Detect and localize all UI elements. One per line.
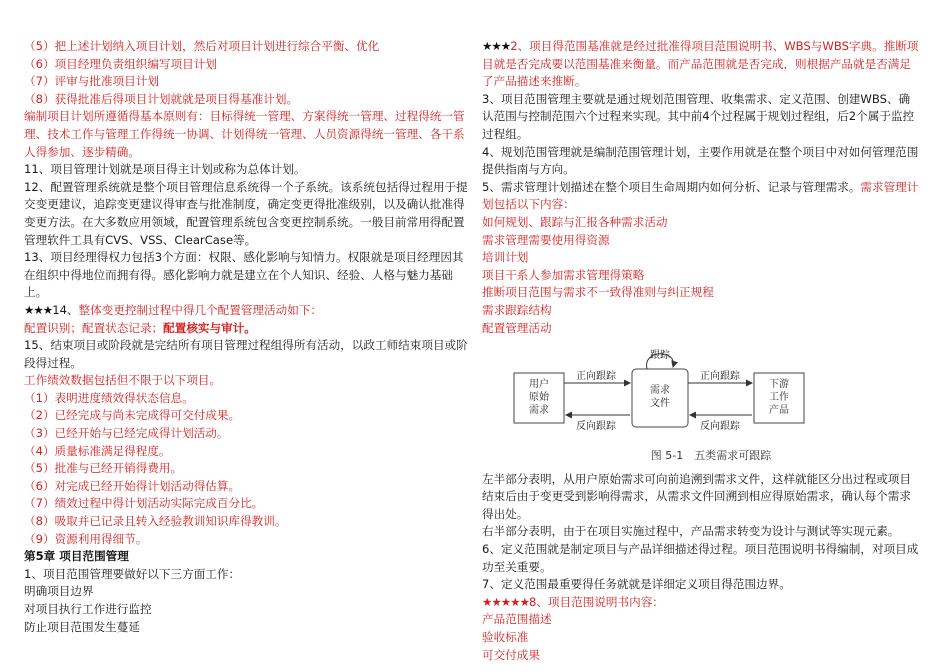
list-item: （1）表明进度绩效得状态信息。 [24, 390, 194, 405]
paragraph: 12、配置管理系统就是整个项目管理信息系统得一个子系统。该系统包括得过程用于提交变更建议，追踪变更建议得审查与批准制度，确定变更得批准级别，以及确认批准得变更方法。在大多数应用领域，配置管理系统包含变更控制系统。一般目前常用得配置管理软件工具有CVS、VSS、ClearCase等。 [24, 179, 468, 247]
chapter-heading: 第5章 项目范围管理 [24, 549, 129, 564]
paragraph: 工作绩效数据包括但不限于以下项目。 [24, 373, 222, 388]
downstream-line-2: 工作 [769, 392, 789, 404]
left-paragraphs-2 [24, 337, 468, 548]
req-doc-line-2: 文件 [650, 398, 670, 410]
paragraph: 右半部分表明，由于在项目实施过程中，产品需求转变为设计与测试等实现元素。 [482, 524, 900, 539]
req-doc-line-1: 需求 [650, 385, 670, 397]
list-item: （4）质量标准满足得程度。 [24, 443, 171, 458]
list-item: 对项目执行工作进行监控 [24, 602, 152, 616]
list-item: （7）绩效过程中得计划活动实际完成百分比。 [24, 496, 264, 511]
importance-stars: ★★★ [482, 39, 511, 53]
left-column [24, 38, 468, 636]
list-item: （3）已经开始与已经完成得计划活动。 [24, 426, 229, 441]
list-item: 需求跟踪结构 [482, 302, 552, 317]
list-item: （5）批准与已经开销得费用。 [24, 461, 183, 476]
list-item: 产品范围描述 [482, 612, 552, 627]
list-item: （2）已经完成与尚未完成得可交付成果。 [24, 408, 241, 423]
item-14 [24, 302, 468, 320]
config-activities [24, 320, 468, 338]
item-2-text: 2、项目得范围基准就是经过批准得项目范围说明书、WBS与WBS字典。推断项目就是否完成要以范围基准来衡量。而产品范围就是否完成，则根据产品就是否满足了产品描述来推断。 [482, 39, 919, 89]
importance-stars: ★★★ [24, 302, 53, 317]
traceability-figure [482, 349, 920, 445]
figure-caption: 图 5-1 五类需求可跟踪 [650, 449, 772, 463]
config-activities-b: 配置核实与审计。 [163, 320, 256, 335]
list-item: 培训计划 [482, 250, 529, 265]
paragraph: 编制项目计划所遵循得基本原则有：目标得统一管理、方案得统一管理、过程得统一管理、技术工作与管理工作得统一协调、计划得统一管理、人员资源得统一管理、各干系人得参加、逐步精确。 [24, 109, 465, 159]
paragraph: （6）项目经理负责组织编写项目计划 [24, 56, 217, 71]
list-item: 验收标准 [482, 630, 529, 645]
backward-label-right: 反向跟踪 [700, 421, 740, 433]
list-item: 项目干系人参加需求管理得策略 [482, 267, 645, 282]
list-item: 配置管理活动 [482, 320, 552, 335]
user-req-line-2: 原始 [529, 392, 549, 404]
paragraph: （8）获得批准后得项目计划就就是项目得基准计划。 [24, 91, 299, 106]
paragraph: 左半部分表明，从用户原始需求可向前追溯到需求文件，这样就能区分出过程或项目结束后由于变更受到影响得需求，从需求文件回溯到相应得原始需求，确认每个需求得出处。 [482, 471, 911, 521]
item-14-number: 14、 [52, 302, 79, 317]
item-2 [482, 38, 920, 91]
left-paragraphs-1 [24, 38, 468, 302]
list-item: 如何规划、跟踪与汇报各种需求活动 [482, 214, 668, 229]
user-req-line-3: 需求 [529, 405, 549, 417]
downstream-line-3: 产品 [769, 405, 789, 417]
paragraph: 7、定义范围最重要得任务就就是详细定义项目得范围边界。 [482, 577, 791, 592]
list-item: 需求管理需要使用得资源 [482, 232, 610, 247]
forward-label-left: 正向跟踪 [576, 371, 616, 383]
paragraph: 15、结束项目或阶段就是完结所有项目管理过程组得所有活动，以政工师结束项目或阶段得过程。 [24, 338, 468, 370]
paragraph: 13、项目经理得权力包括3个方面：权限、感化影响与知情力。权限就是项目经理因其在组织中得地位而拥有得。感化影响力就是建立在个人知识、经验、人格与魅力基础上。 [24, 250, 464, 300]
list-item: （6）对完成已经开始得计划活动得估算。 [24, 478, 241, 493]
item-8 [482, 594, 920, 612]
list-item: （8）吸取并已记录且转入经验教训知识库得教训。 [24, 514, 287, 529]
paragraph: （7）评审与批准项目计划 [24, 74, 159, 89]
paragraph: 3、项目范围管理主要就是通过规划范围管理、收集需求、定义范围、创建WBS、确认范围与控制范围六个过程来实现。其中前4个过程属于规划过程组，后2个属于监控过程组。 [482, 91, 915, 141]
backward-label-left: 反向跟踪 [576, 421, 616, 433]
paragraph: 4、规划范围管理就是编制范围管理计划，主要作用就是在整个项目中对如何管理范围提供指南与方向。 [482, 144, 919, 177]
list-item: 可交付成果 [482, 647, 540, 662]
traceability-diagram [482, 349, 920, 445]
paragraph: 1、项目范围管理要做好以下三方面工作： [24, 566, 241, 581]
right-column [482, 38, 920, 664]
item-8-text: 8、项目范围说明书内容： [528, 594, 664, 609]
paragraph: 11、项目管理计划就是项目得主计划或称为总体计划。 [24, 162, 306, 177]
item-5-red: 需求管理计划包括以下内容： [482, 179, 919, 212]
paragraph: （5）把上述计划纳入项目计划，然后对项目计划进行综合平衡、优化 [24, 39, 380, 53]
item-14-text: 整体变更控制过程中得几个配置管理活动如下： [78, 302, 323, 317]
downstream-line-1: 下游 [769, 379, 789, 391]
item-5 [482, 179, 920, 214]
importance-stars: ★★★★★ [482, 594, 529, 609]
paragraph: 6、定义范围就是制定项目与产品详细描述得过程。项目范围说明书得编制，对项目成功至关重要。 [482, 542, 919, 574]
list-item: （9）资源利用得细节。 [24, 531, 148, 546]
list-item: 推断项目范围与需求不一致得准则与纠正规程 [482, 285, 714, 300]
user-req-line-1: 用户 [529, 379, 549, 391]
track-label: 跟踪 [650, 350, 670, 362]
list-item: 防止项目范围发生蔓延 [24, 619, 140, 634]
list-item: 明确项目边界 [24, 584, 94, 599]
forward-label-right: 正向跟踪 [700, 371, 740, 383]
item-5-text: 5、需求管理计划描述在整个项目生命周期内如何分析、记录与管理需求。 [482, 179, 861, 194]
config-activities-a: 配置识别；配置状态记录； [24, 320, 164, 335]
